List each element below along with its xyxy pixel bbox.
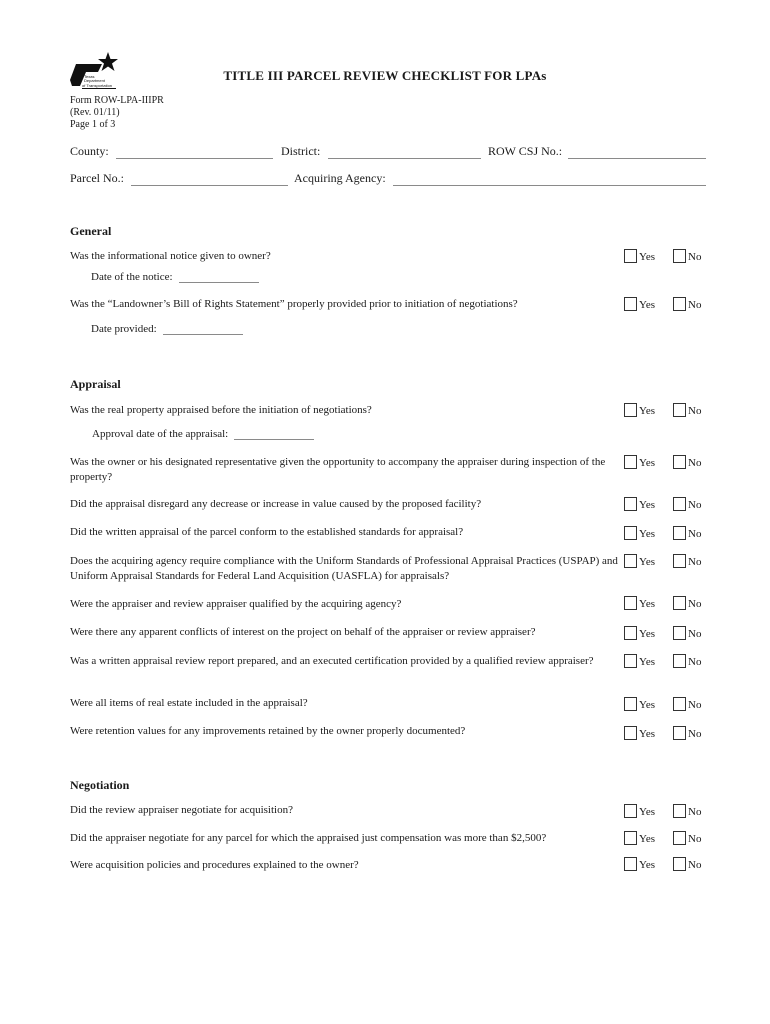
negotiation-q2: Did the appraiser negotiate for any parcel for which the appraised just compensation was more than $2,500? (70, 832, 547, 844)
form-id: Form ROW-LPA-IIIPR (70, 95, 164, 106)
yes-label: Yes (639, 598, 656, 610)
no-option[interactable] (673, 804, 701, 818)
no-label: No (688, 598, 702, 610)
no-label: No (688, 656, 702, 668)
appraisal-q6: Were the appraiser and review appraiser qualified by the acquiring agency? (70, 598, 402, 610)
checkbox-icon[interactable] (624, 726, 637, 740)
appraisal-q7: Were there any apparent conflicts of interest on the project on behalf of the appraiser or review appraiser? (70, 626, 536, 638)
logo-line-2: Department (84, 78, 105, 83)
approval-date-label: Approval date of the appraisal: (92, 428, 229, 440)
checkbox-icon[interactable] (673, 596, 686, 610)
no-label: No (688, 699, 702, 711)
checkbox-icon[interactable] (624, 697, 637, 711)
yes-option[interactable] (624, 596, 655, 610)
checkbox-icon[interactable] (624, 249, 637, 263)
county-label: County: (70, 144, 109, 158)
appraisal-q4: Did the written appraisal of the parcel conform to the established standards for appraisal? (70, 526, 464, 538)
approval-date-field[interactable] (234, 428, 314, 440)
date-provided-row (91, 323, 243, 335)
checkbox-icon[interactable] (673, 526, 686, 540)
page-number: Page 1 of 3 (70, 119, 116, 130)
no-option[interactable] (673, 626, 701, 640)
checkbox-icon[interactable] (673, 831, 686, 845)
checkbox-icon[interactable] (624, 804, 637, 818)
checkbox-icon[interactable] (673, 626, 686, 640)
yes-label: Yes (639, 556, 656, 568)
no-option[interactable] (673, 596, 701, 610)
no-label: No (688, 556, 702, 568)
checkbox-icon[interactable] (673, 554, 686, 568)
checkbox-icon[interactable] (624, 554, 637, 568)
general-q2: Was the “Landowner’s Bill of Rights Statement” properly provided prior to initiation of negotiations? (70, 298, 518, 310)
yes-label: Yes (639, 833, 656, 845)
no-option[interactable] (673, 554, 701, 568)
no-option[interactable] (673, 726, 701, 740)
no-label: No (688, 405, 702, 417)
checkbox-icon[interactable] (624, 297, 637, 311)
form-revision: (Rev. 01/11) (70, 107, 120, 118)
page-title: TITLE III PARCEL REVIEW CHECKLIST FOR LPAs (223, 68, 547, 83)
appraisal-q9: Were all items of real estate included in the appraisal? (70, 697, 308, 709)
yes-option[interactable] (624, 403, 655, 417)
checkbox-icon[interactable] (624, 403, 637, 417)
yes-label: Yes (639, 728, 656, 740)
negotiation-q3: Were acquisition policies and procedures explained to the owner? (70, 859, 359, 871)
section-appraisal-title: Appraisal (70, 377, 121, 391)
no-label: No (688, 299, 702, 311)
checkbox-icon[interactable] (673, 249, 686, 263)
no-label: No (688, 628, 702, 640)
yes-label: Yes (639, 656, 656, 668)
no-option[interactable] (673, 297, 701, 311)
checkbox-icon[interactable] (624, 626, 637, 640)
appraisal-q3: Did the appraisal disregard any decrease or increase in value caused by the proposed facility? (70, 498, 482, 510)
no-option[interactable] (673, 654, 701, 668)
appraisal-q2: Was the owner or his designated representative given the opportunity to accompany the appraiser during inspection of the property? (70, 456, 606, 483)
parcel-field[interactable] (131, 172, 288, 186)
parcel-label: Parcel No.: (70, 171, 124, 185)
yes-label: Yes (639, 859, 656, 871)
checkbox-icon[interactable] (624, 857, 637, 871)
no-option[interactable] (673, 526, 701, 540)
row-csj-label: ROW CSJ No.: (488, 144, 563, 158)
notice-date-field[interactable] (179, 271, 259, 283)
checkbox-icon[interactable] (673, 403, 686, 417)
no-option[interactable] (673, 497, 701, 511)
section-negotiation-title: Negotiation (70, 778, 130, 792)
agency-label: Acquiring Agency: (294, 171, 386, 185)
checkbox-icon[interactable] (624, 596, 637, 610)
yes-option[interactable] (624, 497, 655, 511)
yes-option[interactable] (624, 249, 655, 263)
date-provided-field[interactable] (163, 323, 243, 335)
district-field[interactable] (328, 145, 481, 159)
no-label: No (688, 457, 702, 469)
checkbox-icon[interactable] (673, 697, 686, 711)
checkbox-icon[interactable] (624, 497, 637, 511)
no-option[interactable] (673, 831, 701, 845)
yes-label: Yes (639, 251, 656, 263)
no-label: No (688, 499, 702, 511)
yes-label: Yes (639, 457, 656, 469)
yes-option[interactable] (624, 804, 655, 818)
county-field[interactable] (116, 145, 273, 159)
approval-date-row (92, 428, 314, 440)
no-label: No (688, 833, 702, 845)
section-general-title: General (70, 224, 112, 238)
no-option[interactable] (673, 455, 701, 469)
no-label: No (688, 806, 702, 818)
yes-option[interactable] (624, 297, 655, 311)
yes-label: Yes (639, 699, 656, 711)
yes-option[interactable] (624, 726, 655, 740)
row-csj-field[interactable] (568, 145, 706, 159)
yes-option[interactable] (624, 626, 655, 640)
no-label: No (688, 528, 702, 540)
notice-date-row (91, 271, 259, 283)
notice-date-label: Date of the notice: (91, 271, 173, 283)
yes-option[interactable] (624, 857, 655, 871)
appraisal-q5: Does the acquiring agency require compliance with the Uniform Standards of Professional Appraisal Practices (USPAP) and Uniform Appraisal Standards for Federal Land Acquisition (UASFLA) for appraisals? (70, 555, 618, 582)
checkbox-icon[interactable] (624, 455, 637, 469)
checkbox-icon[interactable] (624, 831, 637, 845)
general-q1: Was the informational notice given to owner? (70, 250, 271, 262)
appraisal-q8: Was a written appraisal review report prepared, and an executed certification provided by a qualified review appraiser? (70, 655, 594, 667)
checkbox-icon[interactable] (673, 804, 686, 818)
date-provided-label: Date provided: (91, 323, 157, 335)
appraisal-q10: Were retention values for any improvements retained by the owner properly documented? (70, 725, 466, 737)
agency-field[interactable] (393, 172, 706, 186)
yes-option[interactable] (624, 455, 655, 469)
no-option[interactable] (673, 857, 701, 871)
yes-label: Yes (639, 499, 656, 511)
checkbox-icon[interactable] (624, 654, 637, 668)
yes-option[interactable] (624, 654, 655, 668)
no-label: No (688, 728, 702, 740)
no-label: No (688, 859, 702, 871)
checkbox-icon[interactable] (624, 526, 637, 540)
yes-option[interactable] (624, 831, 655, 845)
yes-option[interactable] (624, 554, 655, 568)
no-label: No (688, 251, 702, 263)
yes-label: Yes (639, 806, 656, 818)
appraisal-q1: Was the real property appraised before the initiation of negotiations? (70, 404, 372, 416)
logo-line-3: of Transportation (82, 83, 113, 88)
yes-option[interactable] (624, 697, 655, 711)
yes-label: Yes (639, 628, 656, 640)
checkbox-icon[interactable] (673, 726, 686, 740)
no-option[interactable] (673, 249, 701, 263)
checkbox-icon[interactable] (673, 857, 686, 871)
yes-label: Yes (639, 405, 656, 417)
checkbox-icon[interactable] (673, 654, 686, 668)
checkbox-icon[interactable] (673, 297, 686, 311)
checkbox-icon[interactable] (673, 497, 686, 511)
yes-label: Yes (639, 528, 656, 540)
district-label: District: (281, 144, 321, 158)
yes-label: Yes (639, 299, 656, 311)
no-option[interactable] (673, 697, 701, 711)
logo-line-1: Texas (84, 74, 95, 79)
no-option[interactable] (673, 403, 701, 417)
checkbox-icon[interactable] (673, 455, 686, 469)
negotiation-q1: Did the review appraiser negotiate for acquisition? (70, 804, 293, 816)
yes-option[interactable] (624, 526, 655, 540)
form-info (70, 95, 164, 131)
